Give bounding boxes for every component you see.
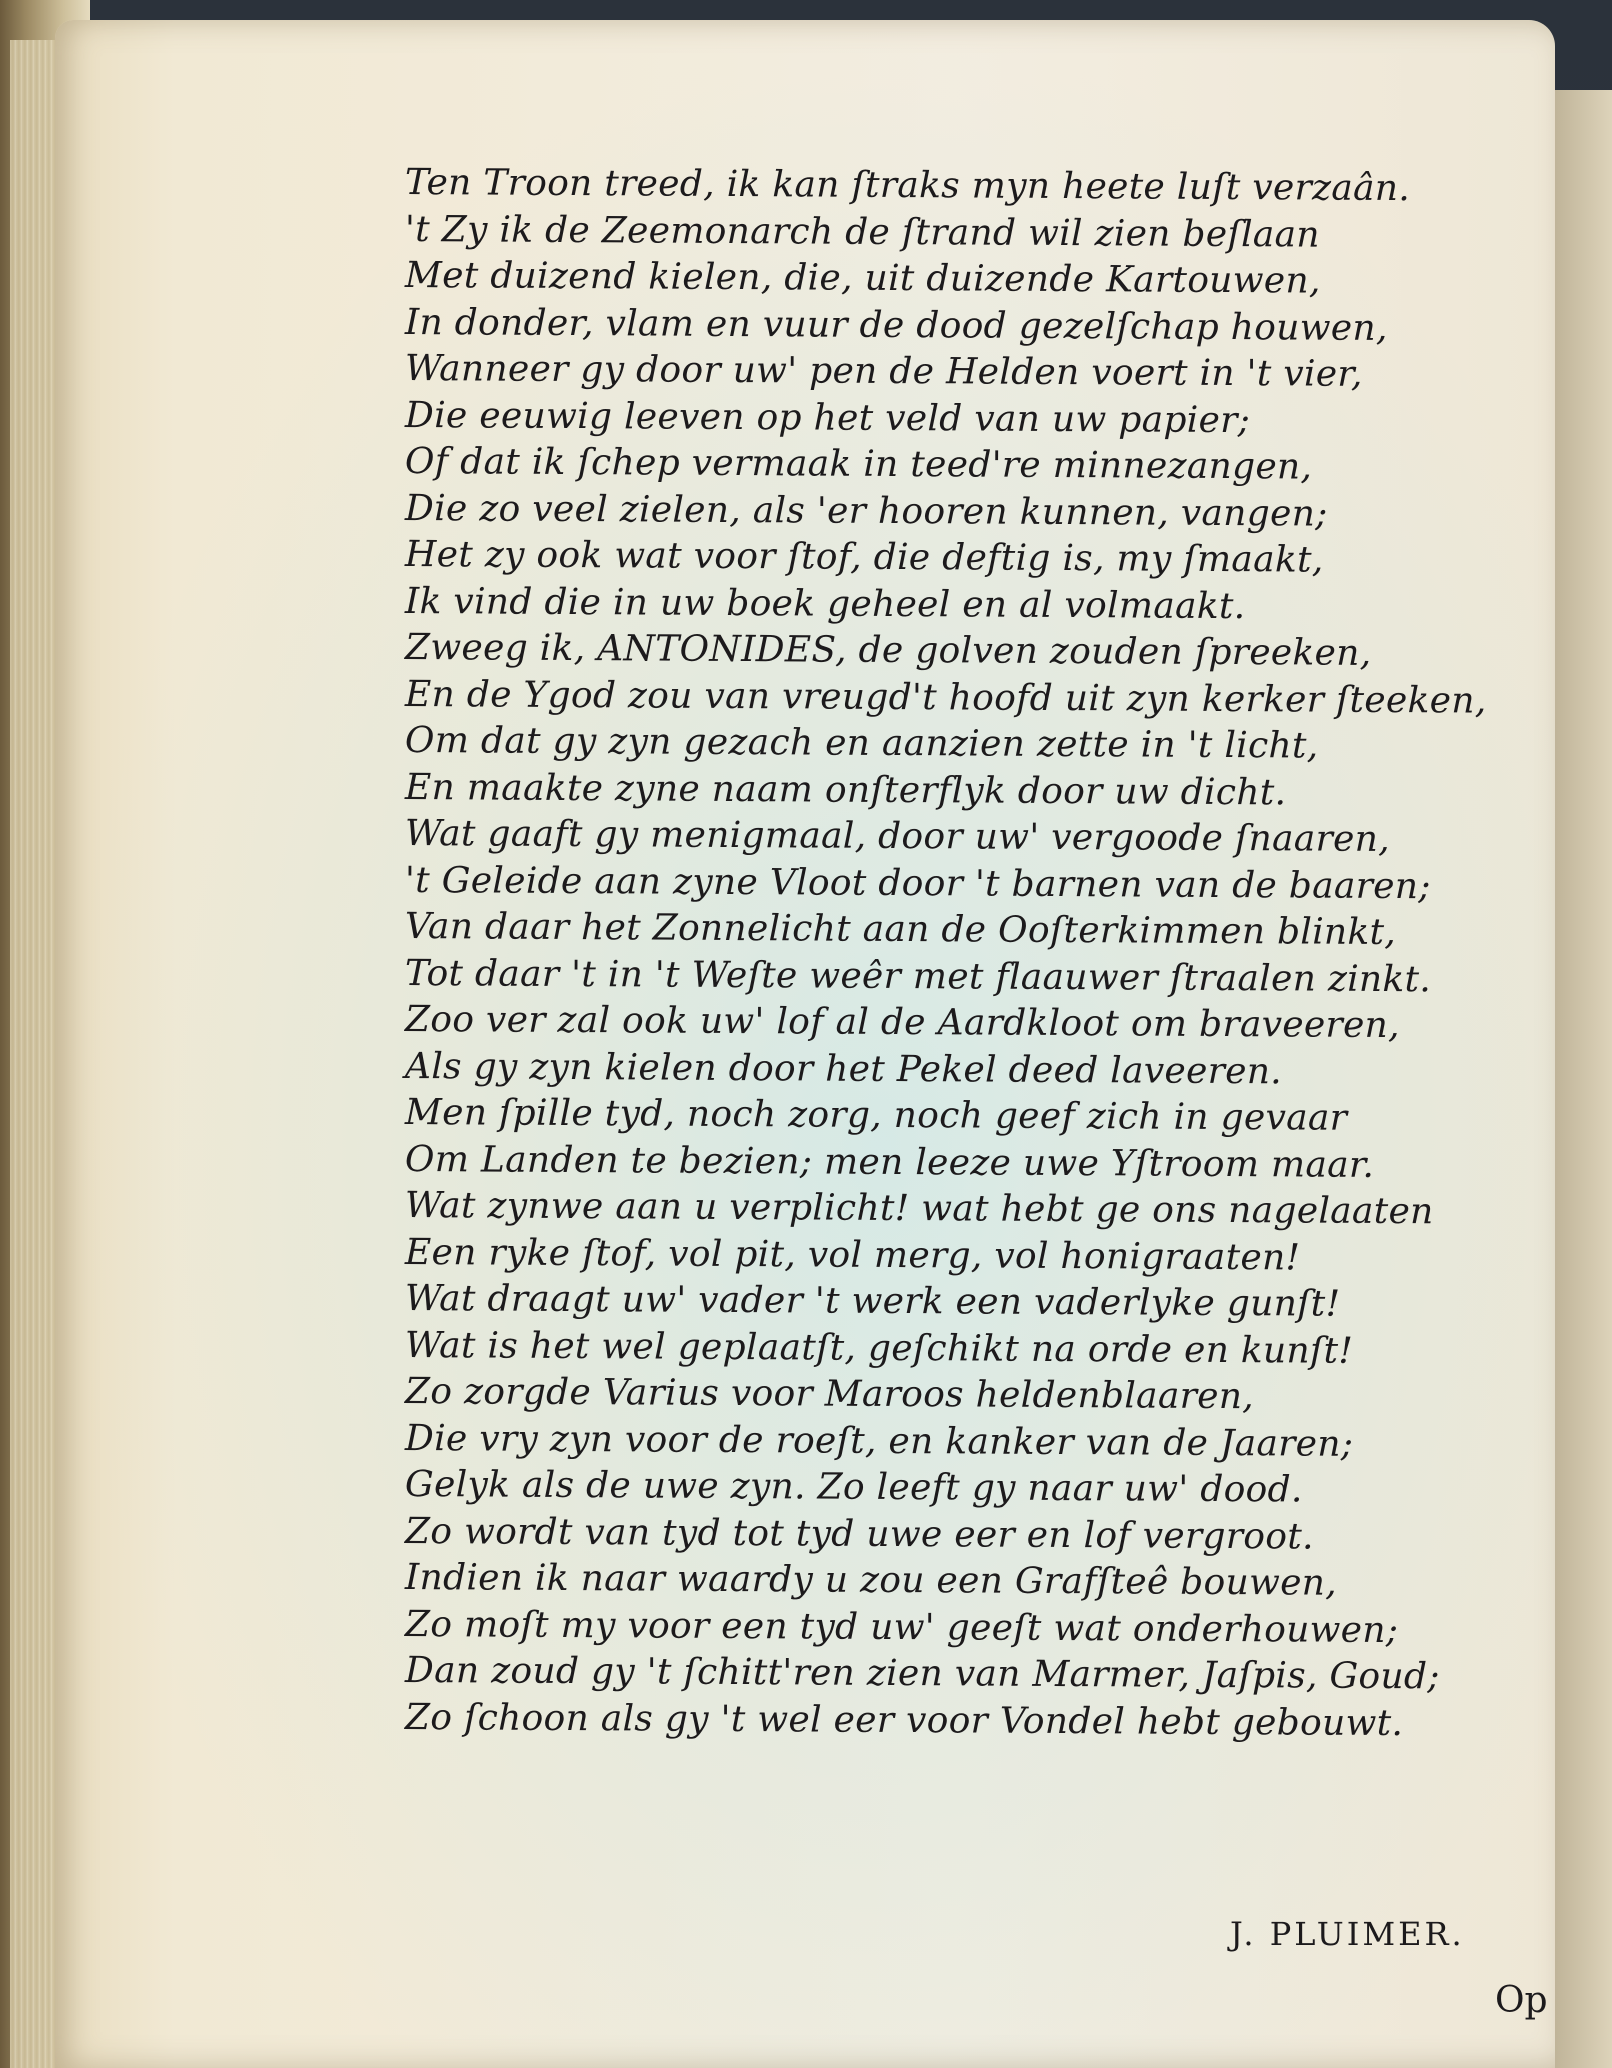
- verse-line: Het zy ook wat voor ſtof, die deftig is, my ſmaakt,: [404, 534, 1324, 581]
- verse-line: Die zo veel zielen, als 'er hooren kunnen, vangen;: [404, 487, 1328, 535]
- poem-text: [404, 160, 1565, 1744]
- verse-line: Die eeuwig leeven op het veld van uw papier;: [404, 394, 1251, 441]
- verse-line: Of dat ik ſchep vermaak in teed're minnezangen,: [404, 441, 1313, 488]
- verse-line: Een ryke ſtof, vol pit, vol merg, vol honigraaten!: [404, 1231, 1301, 1278]
- book-page: [55, 20, 1555, 2068]
- verse-line: Zo zorgde Varius voor Maroos heldenblaaren,: [404, 1371, 1255, 1418]
- verse-line: In donder, vlam en vuur de dood gezelſchap houwen,: [404, 301, 1388, 349]
- verse-line: Gelyk als de uwe zyn. Zo leeft gy naar uw' dood.: [404, 1464, 1303, 1511]
- verse-line: 't Zy ik de Zeemonarch de ſtrand wil zien beſlaan: [404, 208, 1321, 256]
- verse-line: Zweeg ik, ANTONIDES, de golven zouden ſpreeken,: [404, 627, 1372, 674]
- verse-line: Zo moſt my voor een tyd uw' geeſt wat onderhouwen;: [404, 1603, 1399, 1651]
- verse-line: Men ſpille tyd, noch zorg, noch geef zich in gevaar: [404, 1092, 1348, 1139]
- verse-line: Wat zynwe aan u verplicht! wat hebt ge ons nagelaaten: [404, 1185, 1434, 1233]
- verse-line: Wat is het wel geplaatſt, geſchikt na orde en kunſt!: [404, 1324, 1354, 1372]
- verse-line: En maakte zyne naam onſterflyk door uw dicht.: [404, 766, 1287, 813]
- author-signature: J. PLUIMER.: [1230, 1915, 1465, 1953]
- verse-line: Van daar het Zonnelicht aan de Ooſterkimmen blinkt,: [404, 906, 1397, 954]
- verse-line: Met duizend kielen, die, uit duizende Kartouwen,: [404, 255, 1321, 302]
- verse-line: Zo ſchoon als gy 't wel eer voor Vondel hebt gebouwt.: [404, 1696, 1404, 1744]
- verse-line: Als gy zyn kielen door het Pekel deed laveeren.: [404, 1045, 1283, 1092]
- verse-line: Wat gaaft gy menigmaal, door uw' vergoode ſnaaren,: [404, 813, 1391, 861]
- verse-line: Die vry zyn voor de roeſt, en kanker van de Jaaren;: [404, 1417, 1354, 1465]
- verse-line: Ten Troon treed, ik kan ſtraks myn heete luſt verzaân.: [404, 162, 1411, 210]
- verse-line: Ik vind die in uw boek geheel en al volmaakt.: [404, 580, 1246, 627]
- verse-line: Om Landen te bezien; men leeze uwe Yſtroom maar.: [404, 1138, 1375, 1186]
- catchword: Op: [1495, 1980, 1548, 2021]
- verse-line: Wanneer gy door uw' pen de Helden voert in 't vier,: [404, 348, 1363, 395]
- verse-line: 't Geleide aan zyne Vloot door 't barnen van de baaren;: [404, 859, 1431, 907]
- verse-line: Zoo ver zal ook uw' lof al de Aardkloot om braveeren,: [404, 999, 1400, 1047]
- verse-line: Wat draagt uw' vader 't werk een vaderlyke gunſt!: [404, 1278, 1341, 1325]
- verse-line: Tot daar 't in 't Weſte weêr met flaauwer ſtraalen zinkt.: [404, 952, 1432, 1000]
- verse-line: Om dat gy zyn gezach en aanzien zette in 't licht,: [404, 720, 1319, 767]
- verse-line: Indien ik naar waardy u zou een Grafſteê bouwen,: [404, 1557, 1338, 1604]
- verse-line: En de Ygod zou van vreugd't hoofd uit zyn kerker ſteeken,: [404, 673, 1487, 722]
- verse-line: Zo wordt van tyd tot tyd uwe eer en lof vergroot.: [404, 1510, 1314, 1558]
- verse-line: Dan zoud gy 't ſchitt'ren zien van Marmer, Jaſpis, Goud;: [404, 1650, 1440, 1698]
